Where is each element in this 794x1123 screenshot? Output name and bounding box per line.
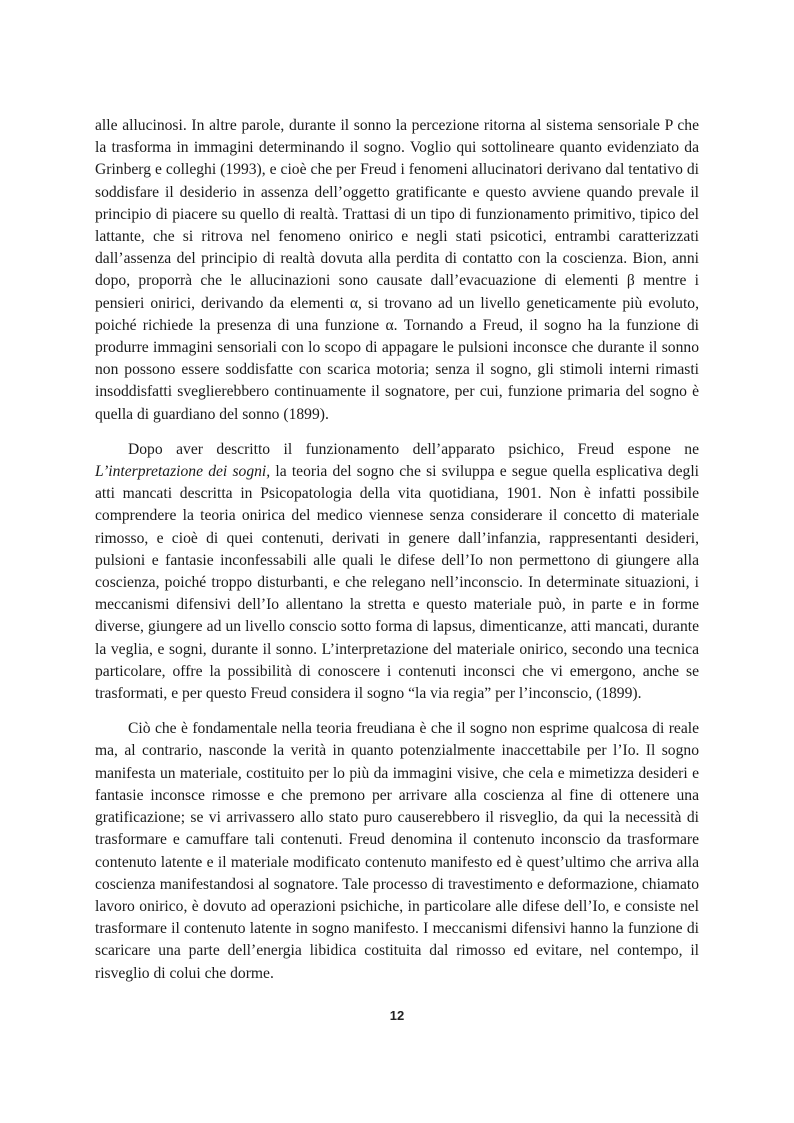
paragraph-teoria-freudiana: Ciò che è fondamentale nella teoria freudiana è che il sogno non esprime qualcosa di reale ma, al contrario, nasconde la verità in quanto potenzialmente inaccettabile per l’Io. Il sogno manifesta un materiale, costituito per lo più da immagini visive, che cela e mimetizza desideri e fantasie inconsce rimosse e che premono per arrivare alla coscienza al fine di ottenere una gratificazione; se vi arrivassero allo stato puro causerebbero il risveglio, da qui la necessità di trasformare e camuffare tali contenuti. Freud denomina il contenuto inconscio da trasformare contenuto latente e il materiale modificato contenuto manifesto ed è quest’ultimo che arriva alla coscienza manifestandosi al sognatore. Tale processo di travestimento e deformazione, chiamato lavoro onirico, è dovuto ad operazioni psichiche, in particolare alle difese dell’Io, e consiste nel trasformare il contenuto latente in sogno manifesto. I meccanismi difensivi hanno la funzione di scaricare una parte dell’energia libidica costituita dal rimosso ed evitare, nel contempo, il risveglio di colui che dorme. [95,720,699,982]
paragraph-text-before: Dopo aver descritto il funzionamento dell’apparato psichico, Freud espone ne [128,440,699,458]
paragraph-allucinosi: alle allucinosi. In altre parole, durante il sonno la percezione ritorna al sistema sensoriale P che la trasforma in immagini determinando il sogno. Voglio qui sottolineare quanto evidenziato da Grinberg e colleghi (1993), e cioè che per Freud i fenomeni allucinatori derivano dal tentativo di soddisfare il desiderio in assenza dell’oggetto gratificante e questo avviene quando prevale il principio di piacere su quello di realtà. Trattasi di un tipo di funzionamento primitivo, tipico del lattante, che si ritrova nel fenomeno onirico e negli stati psicotici, entrambi caratterizzati dall’assenza del principio di realtà dovuta alla perdita di contatto con la coscienza. Bion, anni dopo, proporrà che le allucinazioni sono causate dall’evacuazione di elementi β mentre i pensieri onirici, derivando da elementi α, si trovano ad un livello geneticamente più evoluto, poiché richiede la presenza di una funzione α. Tornando a Freud, il sogno ha la funzione di produrre immagini sensoriali con lo scopo di appagare le pulsioni inconsce che durante il sonno non possono essere soddisfatte con scarica motoria; senza il sogno, gli stimoli interni rimasti insoddisfatti sveglierebbero continuamente il sognatore, per cui, funzione primaria del sogno è quella di guardiano del sonno (1899). [95,117,699,423]
page-number: 12 [389,1008,405,1023]
paragraph-text-after: la teoria del sogno che si sviluppa e segue quella esplicativa degli atti mancati descritta in Psicopatologia della vita quotidiana, 1901. Non è infatti possibile comprendere la teoria onirica del medico viennese senza considerare il concetto di materiale rimosso, e cioè di quei contenuti, derivati in genere dall’infanzia, rappresentanti desideri, pulsioni e fantasie inconfessabili alle quali le difese dell’Io non permettono di giungere alla coscienza, poiché troppo disturbanti, e che relegano nell’inconscio. In determinate situazioni, i meccanismi difensivi dell’Io allentano la stretta e questo materiale può, in parte e in forme diverse, giungere ad un livello conscio sotto forma di lapsus, dimenticanze, atti mancati, durante la veglia, e sogni, durante il sonno. L’interpretazione del materiale onirico, secondo una tecnica particolare, offre la possibilità di conoscere i contenuti inconsci che vi emergono, anche se trasformati, e per questo Freud considera il sogno “la via regia” per l’inconscio, (1899). [95,463,699,703]
paragraph-interpretazione [95,439,699,705]
document-body [95,115,699,998]
book-title-italic: L’interpretazione dei sogni, [95,463,271,481]
